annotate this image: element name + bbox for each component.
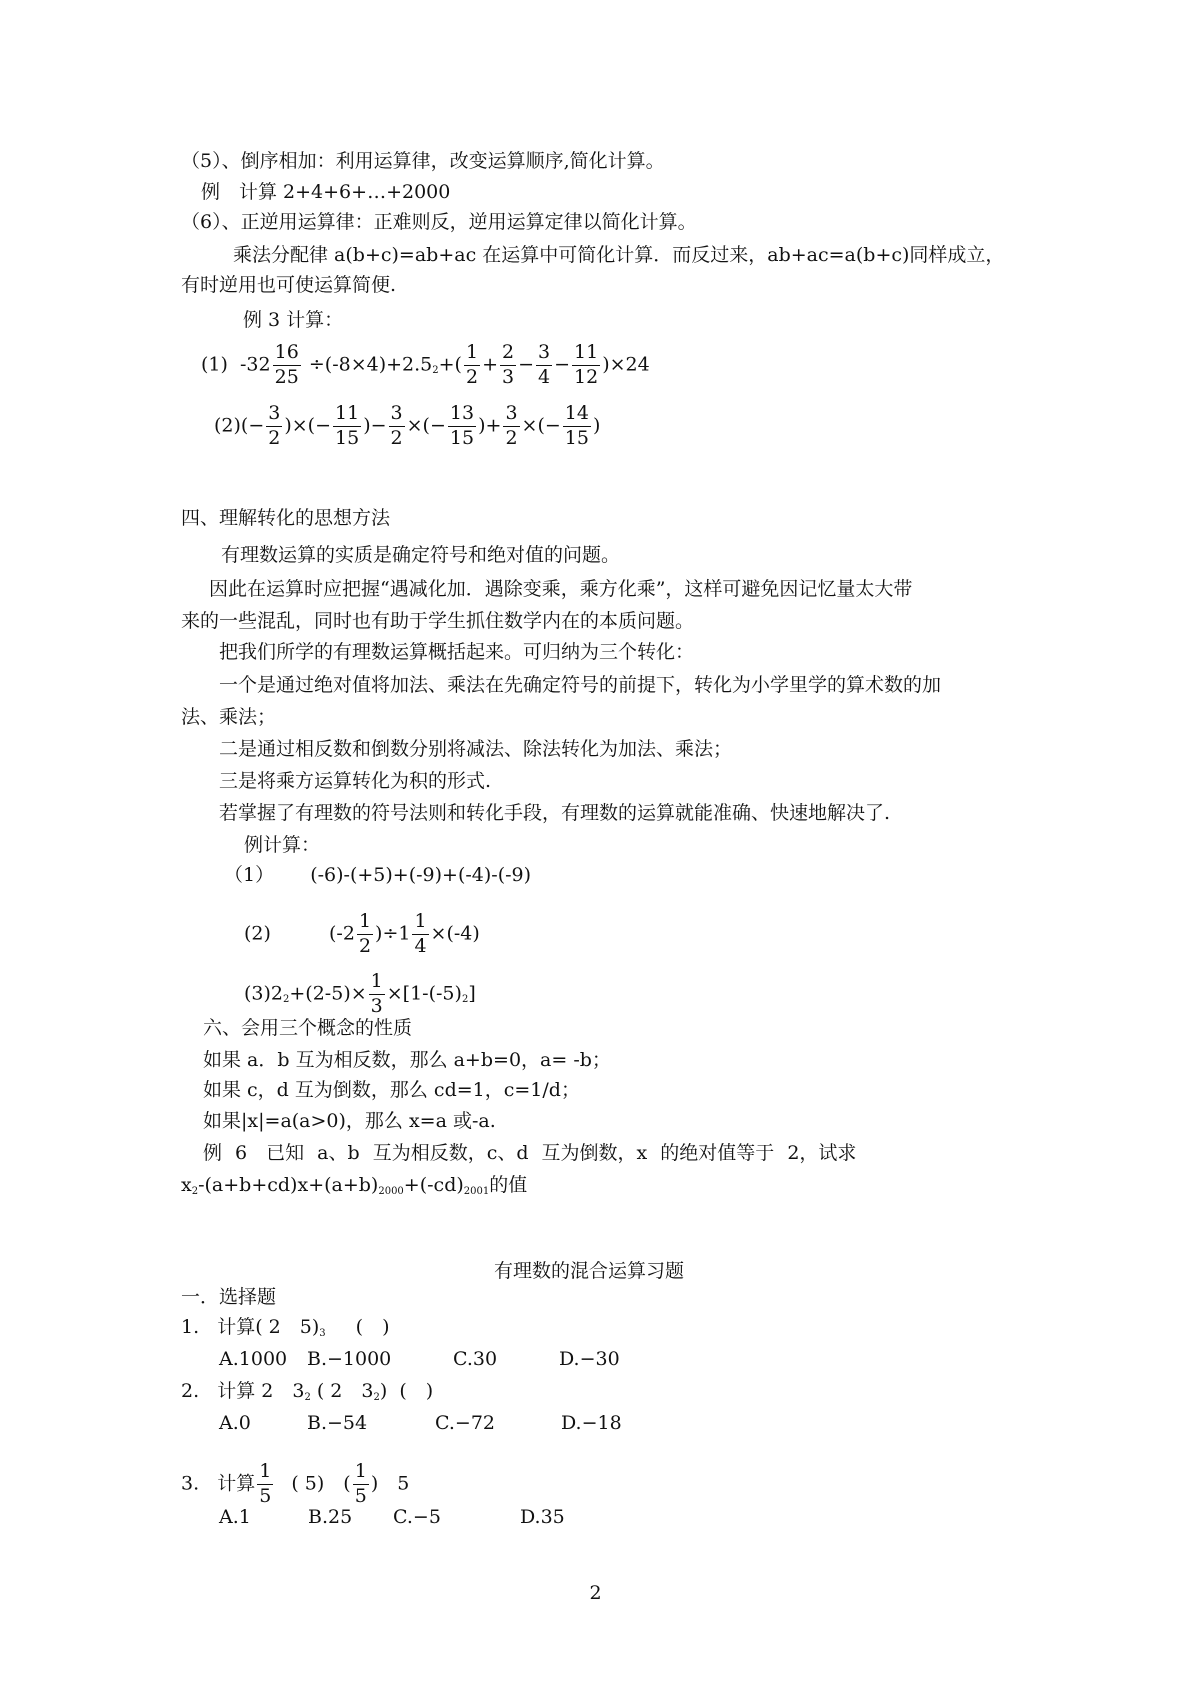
question-text: 计算 [217, 1316, 256, 1338]
fraction [448, 404, 476, 449]
expr-part: -(a+b+cd)x+(a+b) [198, 1174, 379, 1196]
numerator: 1 [257, 1462, 273, 1485]
option-c: C.−72 [435, 1412, 495, 1434]
question-number: 2. [181, 1380, 200, 1402]
section-5-heading: （5）、倒序相加：利用运算律，改变运算顺序,简化计算。 [181, 150, 665, 172]
concept-line-2: 如果 c，d 互为倒数，那么 cd=1，c=1/d； [203, 1079, 580, 1101]
denominator: 5 [354, 1484, 367, 1507]
expr-part: ×(− [521, 414, 561, 437]
exercise-3-options [219, 1508, 565, 1527]
fraction [357, 912, 373, 957]
section-6-concepts-heading: 六、会用三个概念的性质 [203, 1017, 413, 1039]
exponent: 2000 [378, 1186, 404, 1197]
section-4-heading: 四、理解转化的思想方法 [181, 507, 391, 529]
example-3-expression-1 [201, 343, 650, 388]
exponent: 2 [283, 994, 290, 1006]
answer-blank: ( ) [355, 1316, 390, 1338]
section-4-p4-line2: 法、乘法； [181, 706, 277, 728]
expr-part: − [518, 353, 535, 376]
exercise-1-options [219, 1350, 620, 1369]
expr-part: − [554, 353, 571, 376]
numerator: 1 [412, 912, 428, 935]
option-c: C.30 [453, 1348, 498, 1370]
question-expression: 2 3 [261, 1380, 305, 1402]
option-a: A.1000 [219, 1348, 288, 1370]
fraction [464, 343, 480, 388]
fraction [572, 343, 600, 388]
denominator: 2 [358, 934, 372, 957]
section-4-p6: 三是将乘方运算转化为积的形式. [219, 770, 492, 792]
section-4-p1: 有理数运算的实质是确定符号和绝对值的问题。 [221, 544, 621, 566]
option-d: D.−30 [559, 1348, 620, 1370]
section-4-question-1 [224, 866, 531, 885]
expr-part: ×(− [406, 414, 446, 437]
numerator: 3 [389, 404, 405, 427]
example-3-expression-2 [214, 404, 600, 449]
exercises-section-heading: 一．选择题 [181, 1286, 277, 1308]
numerator: 14 [563, 404, 591, 427]
expr-part: )÷1 [375, 922, 411, 945]
fraction [353, 1462, 369, 1507]
numerator: 3 [503, 404, 519, 427]
fraction [333, 404, 361, 449]
numerator: 1 [369, 972, 385, 995]
expr-part: +(2-5)× [289, 982, 367, 1005]
exercises-title: 有理数的混合运算习题 [494, 1260, 685, 1282]
example-3-title: 例 3 计算： [243, 309, 344, 331]
exponent: 2001 [463, 1186, 490, 1197]
expr-part: 的值 [489, 1174, 528, 1196]
denominator: 2 [505, 426, 518, 449]
section-5-example: 例 计算 2+4+6+…+2000 [201, 181, 451, 203]
question-number: 3. [181, 1472, 200, 1495]
denominator: 3 [370, 994, 383, 1017]
option-b: B.25 [308, 1506, 353, 1528]
expr-part: )×24 [602, 353, 650, 376]
section-6-heading: （6）、正逆用运算律：正难则反，逆用运算定律以简化计算。 [181, 211, 697, 233]
numerator: 11 [333, 404, 361, 427]
numerator: 1 [464, 343, 480, 366]
example-6-line2 [181, 1176, 527, 1195]
expr-part: ) [592, 414, 601, 437]
fraction [273, 343, 301, 388]
fraction [369, 972, 385, 1017]
answer-blank: ( ) [399, 1380, 434, 1402]
exponent: 2 [461, 994, 469, 1006]
concept-line-3: 如果|x|=a(a>0)，那么 x=a 或-a. [203, 1110, 496, 1132]
denominator: 15 [449, 426, 475, 449]
expr-part: (-2 [329, 922, 355, 945]
numerator: 13 [448, 404, 476, 427]
question-expression: ) 5 [370, 1472, 410, 1495]
expr-part: +(-cd) [403, 1174, 464, 1196]
exercise-question-2 [181, 1382, 433, 1401]
question-expression: ( 2 5) [255, 1316, 320, 1338]
denominator: 2 [268, 426, 281, 449]
denominator: 4 [414, 934, 427, 957]
exercise-2-options [219, 1414, 622, 1433]
question-text: 计算 [217, 1472, 256, 1495]
expr-part: ÷(-8×4)+2.5 [308, 353, 433, 376]
concept-line-1: 如果 a．b 互为相反数，那么 a+b=0，a= -b； [203, 1049, 611, 1071]
fraction [412, 912, 428, 957]
option-d: D.35 [520, 1506, 565, 1528]
section-4-p2-line1: 因此在运算时应把握“遇减化加．遇除变乘，乘方化乘”，这样可避免因记忆量太大带 [209, 578, 913, 600]
expr-part: ] [468, 982, 476, 1005]
expr-part: (3)2 [244, 982, 284, 1005]
question-text: 计算 [217, 1380, 256, 1402]
option-a: A.1 [219, 1506, 251, 1528]
exercise-question-1 [181, 1318, 390, 1337]
denominator: 15 [335, 426, 360, 449]
question-expression: ) [379, 1380, 388, 1402]
expr-part: +( [438, 353, 462, 376]
question-number: 1. [181, 1316, 200, 1338]
section-4-p3: 把我们所学的有理数运算概括起来。可归纳为三个转化： [219, 641, 695, 663]
page-number: 2 [589, 1582, 602, 1604]
expr-part: (2)(− [214, 414, 265, 437]
expr-label: (1) [201, 353, 228, 376]
question-expression: ( 2 3 [316, 1380, 374, 1402]
numerator: 3 [266, 404, 282, 427]
denominator: 3 [502, 365, 515, 388]
question-label: (2) [244, 922, 271, 945]
section-4-question-3 [244, 972, 476, 1017]
option-a: A.0 [219, 1412, 251, 1434]
expr-part: x [181, 1174, 192, 1196]
question-label: （1） [224, 864, 275, 886]
denominator: 12 [574, 365, 599, 388]
question-expression: (-6)-(+5)+(-9)+(-4)-(-9) [310, 864, 532, 886]
option-d: D.−18 [561, 1412, 622, 1434]
denominator: 4 [538, 365, 551, 388]
section-4-p4-line1: 一个是通过绝对值将加法、乘法在先确定符号的前提下，转化为小学里学的算术数的加 [219, 674, 942, 696]
exponent: 2 [432, 365, 439, 377]
question-expression: ( 5) ( [291, 1472, 351, 1495]
numerator: 1 [353, 1462, 369, 1485]
fraction [389, 404, 405, 449]
option-c: C.−5 [393, 1506, 441, 1528]
expr-part: )− [363, 414, 387, 437]
fraction [500, 343, 516, 388]
denominator: 25 [274, 365, 299, 388]
example-6-line1: 例 6 已知 a、b 互为相反数，c、d 互为倒数，x 的绝对值等于 2，试求 [203, 1142, 857, 1164]
exponent: 2 [304, 1392, 311, 1403]
denominator: 15 [564, 426, 589, 449]
option-b: B.−1000 [307, 1348, 392, 1370]
expr-part: )+ [478, 414, 502, 437]
exercise-question-3 [181, 1462, 409, 1507]
expr-part: )×(− [284, 414, 332, 437]
numerator: 2 [500, 343, 516, 366]
section-4-p7: 若掌握了有理数的符号法则和转化手段，有理数的运算就能准确、快速地解决了. [219, 802, 891, 824]
section-4-example-title: 例计算： [244, 834, 321, 856]
section-4-question-2 [244, 912, 480, 957]
exponent: 2 [373, 1392, 380, 1403]
numerator: 16 [273, 343, 301, 366]
fraction [536, 343, 552, 388]
section-6-paragraph-line2: 有时逆用也可使运算简便. [181, 274, 397, 296]
expr-part: -32 [240, 353, 271, 376]
denominator: 5 [259, 1484, 272, 1507]
option-b: B.−54 [307, 1412, 368, 1434]
denominator: 2 [390, 426, 403, 449]
section-4-p2-line2: 来的一些混乱，同时也有助于学生抓住数学内在的本质问题。 [181, 610, 695, 632]
fraction [266, 404, 282, 449]
section-4-p5: 二是通过相反数和倒数分别将减法、除法转化为加法、乘法； [219, 738, 733, 760]
denominator: 2 [465, 365, 479, 388]
expr-part: ×[1-(-5) [386, 982, 462, 1005]
expr-part: ×(-4) [430, 922, 480, 945]
fraction [563, 404, 591, 449]
exponent: 2 [191, 1186, 199, 1197]
numerator: 11 [572, 343, 600, 366]
expr-part: + [482, 353, 498, 376]
section-6-paragraph-line1: 乘法分配律 a(b+c)=ab+ac 在运算中可简化计算．而反过来，ab+ac=a(b+c)同样成立， [233, 244, 1005, 266]
numerator: 1 [357, 912, 373, 935]
fraction [503, 404, 519, 449]
fraction [257, 1462, 273, 1507]
numerator: 3 [536, 343, 552, 366]
exponent: 3 [319, 1328, 326, 1339]
